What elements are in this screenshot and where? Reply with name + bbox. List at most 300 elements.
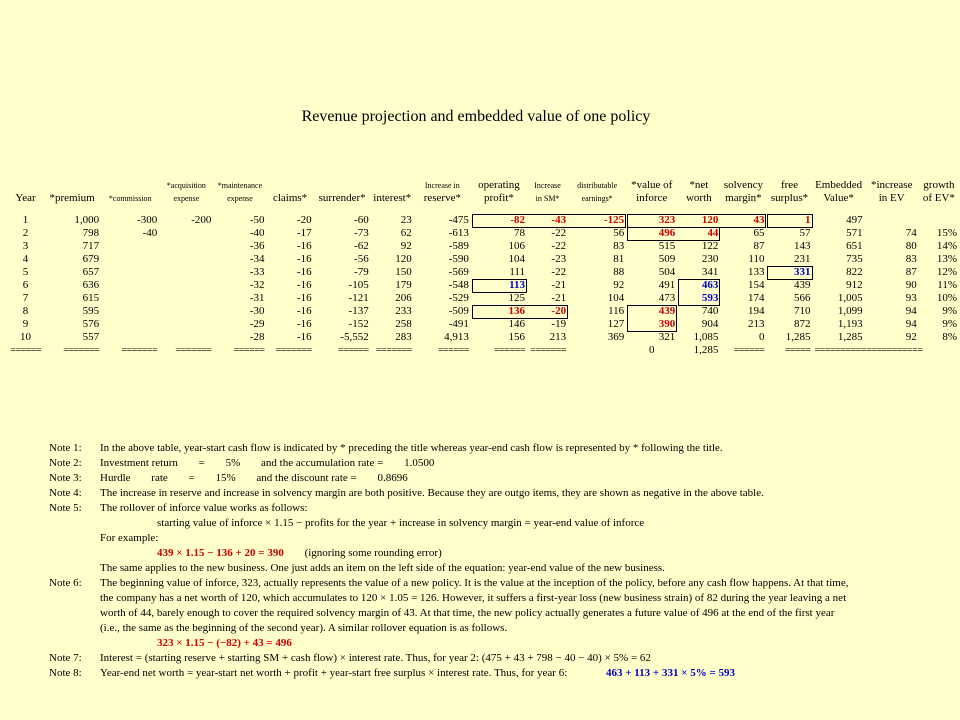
table-cell: ====== [233, 345, 265, 356]
table-cell: -16 [296, 240, 312, 252]
table-cell: 44 [707, 227, 719, 239]
table-cell: 8 [22, 305, 29, 317]
note-text: The rollover of inforce value works as follows: [100, 502, 308, 514]
column-header [213, 175, 266, 205]
note-5-formula: 439 × 1.15 − 136 + 20 = 390 [157, 547, 284, 559]
table-cell [101, 266, 159, 279]
note-label: Note 4: [49, 487, 82, 499]
note-label: Note 5: [49, 502, 82, 514]
table-cell: 1 [805, 214, 811, 226]
table-cell: 88 [613, 266, 625, 278]
table-cell: -590 [448, 253, 469, 265]
note-5-formula-line [49, 546, 954, 561]
note-text: Year-end net worth = year-start net worth + profit + year-start free surplus × interest rate. Thus, for year 6: [100, 667, 568, 679]
table-cell: 509 [658, 253, 676, 265]
table-cell: ====== [10, 345, 42, 356]
table-cell: -28 [249, 331, 265, 343]
table-cell: 65 [753, 227, 765, 239]
table-cell: 5 [22, 266, 29, 278]
table-cell: 904 [701, 318, 719, 330]
table-cell: -34 [249, 253, 265, 265]
note-5-example: For example: [100, 532, 159, 544]
table-cell: ======= [175, 345, 212, 356]
table-row [8, 305, 959, 318]
table-cell: 120 [395, 253, 412, 265]
table-cell: -40 [249, 227, 265, 239]
column-header-top [316, 179, 369, 192]
table-cell: 156 [508, 331, 525, 343]
table-cell [568, 357, 626, 370]
table-cell [101, 357, 159, 370]
table-cell: 496 [658, 227, 676, 239]
note-label: Note 1: [49, 442, 82, 454]
column-header-top [373, 179, 412, 192]
note-8 [49, 666, 954, 681]
column-header [766, 175, 812, 205]
table-cell: 111 [509, 266, 525, 278]
table-cell [766, 357, 812, 370]
table-cell [919, 357, 959, 370]
column-header-label: *commission [108, 194, 152, 203]
table-cell: -121 [348, 292, 369, 304]
table-header-row [8, 175, 959, 205]
table-cell: 206 [395, 292, 412, 304]
table-cell: -20 [551, 305, 567, 317]
table-cell: 390 [658, 318, 676, 330]
table-cell: 136 [508, 305, 525, 317]
table-cell: ====== [438, 345, 469, 356]
table-cell [720, 357, 766, 370]
table-cell: 1,285 [837, 331, 863, 343]
table-cell: 636 [82, 279, 100, 291]
table-cell: -475 [448, 214, 469, 226]
table-cell: 679 [82, 253, 100, 265]
table-cell: -300 [137, 214, 158, 226]
table-cell: 8% [942, 331, 957, 343]
note-6-line: (i.e., the same as the beginning of the second year). A similar rollover equation is as follows. [100, 622, 508, 634]
table-cell: 4 [22, 253, 29, 265]
table-cell: 657 [82, 266, 100, 278]
table-cell: 110 [748, 253, 765, 265]
column-header-top: distributable [577, 181, 618, 190]
table-cell: 133 [747, 266, 765, 278]
table-cell: ===================== [814, 345, 923, 356]
table-cell: 1,193 [837, 318, 863, 330]
table-cell [101, 292, 159, 305]
table-cell: 106 [508, 240, 525, 252]
note-text: The increase in reserve and increase in solvency margin are both positive. Because they are outgo items, they are shown as negative in the above table. [100, 487, 764, 499]
table-cell: 497 [846, 214, 863, 226]
column-header-top: Increase in [424, 181, 460, 190]
column-header [8, 175, 43, 205]
table-row [8, 227, 959, 240]
column-header [677, 175, 720, 205]
table-cell: -50 [249, 214, 265, 226]
table-cell: -16 [296, 266, 312, 278]
table-cell: 83 [905, 253, 917, 265]
table-cell: -569 [448, 266, 469, 278]
table-cell: 80 [905, 240, 917, 252]
note-6 [49, 576, 954, 591]
table-cell: -82 [510, 214, 525, 226]
table-cell: 6 [22, 279, 29, 291]
table-cell: 735 [846, 253, 863, 265]
table-cell: 717 [82, 240, 100, 252]
table-cell: 146 [508, 318, 525, 330]
table-cell: 154 [747, 279, 765, 291]
table-cell [159, 318, 213, 331]
column-header-top: solvency [723, 179, 763, 191]
note-6-line: worth of 44, barely enough to cover the required solvency margin of 43. At that time, the new policy actually generates a future value of 496 at the end of the first year [100, 607, 835, 619]
table-cell [865, 214, 919, 227]
column-header-label: margin* [725, 192, 762, 204]
table-cell: -105 [348, 279, 369, 291]
column-header-label: inforce [636, 192, 668, 204]
table-cell: 323 [658, 214, 676, 226]
notes-section [49, 441, 954, 681]
table-cell: -5,552 [340, 331, 369, 343]
table-cell: 651 [846, 240, 863, 252]
note-label: Note 6: [49, 577, 82, 589]
column-header [626, 175, 677, 205]
table-cell: 81 [613, 253, 625, 265]
column-header [267, 175, 314, 205]
table-cell: 1,005 [837, 292, 863, 304]
table-cell [626, 357, 677, 370]
column-header-label: in EV [878, 192, 905, 204]
table-cell: 120 [701, 214, 719, 226]
table-cell: ======= [375, 345, 412, 356]
table-cell: -60 [354, 214, 369, 226]
table-cell: 571 [846, 227, 863, 239]
table-cell: -200 [191, 214, 212, 226]
table-cell: 2 [22, 227, 29, 239]
table-cell [471, 357, 527, 370]
table-cell [8, 357, 43, 370]
table-row [8, 279, 959, 292]
column-header-label: claims* [272, 192, 308, 204]
table-cell [677, 357, 720, 370]
column-header-top: *net [689, 179, 709, 191]
table-cell: 566 [794, 292, 811, 304]
table-cell: ======= [63, 345, 100, 356]
column-header-label: surplus* [770, 192, 809, 204]
table-cell: 233 [395, 305, 412, 317]
table-cell: -62 [354, 240, 369, 252]
column-header-top: growth [923, 179, 955, 191]
table-cell: 912 [846, 279, 863, 291]
column-header [314, 175, 371, 205]
table-cell: -23 [551, 253, 567, 265]
projection-table [8, 175, 959, 370]
note-text: The beginning value of inforce, 323, actually represents the value of a new policy. It is the value at the inception of the policy, before any cash flow happens. At that time, [100, 577, 849, 589]
table-cell: 213 [747, 318, 765, 330]
table-cell: -22 [551, 266, 567, 278]
table-cell: 504 [658, 266, 676, 278]
column-header-top: *maintenance [217, 181, 263, 190]
table-cell: -43 [551, 214, 567, 226]
table-cell: 321 [658, 331, 676, 343]
table-cell: -589 [448, 240, 469, 252]
table-cell: ====== [494, 345, 525, 356]
table-cell: -22 [551, 240, 567, 252]
table-cell: 93 [905, 292, 917, 304]
table-cell: -491 [448, 318, 469, 330]
table-cell: 57 [799, 227, 811, 239]
table-cell: -20 [296, 214, 312, 226]
table-cell [101, 331, 159, 344]
table-cell [159, 292, 213, 305]
table-cell: 12% [936, 266, 957, 278]
table-cell: -29 [249, 318, 265, 330]
table-cell [865, 357, 919, 370]
note-8-formula: 463 + 113 + 331 × 5% = 593 [606, 667, 735, 679]
table-cell: 43 [753, 214, 765, 226]
table-cell: ====== [337, 345, 369, 356]
table-cell: 615 [82, 292, 100, 304]
table-cell: 1,085 [693, 331, 719, 343]
table-cell: 13% [936, 253, 957, 265]
column-header [43, 175, 101, 205]
column-header-label: Value* [823, 192, 854, 204]
column-header-top [103, 179, 157, 192]
note-5-equation: starting value of inforce × 1.15 − profits for the year + increase in solvency margin = year-end value of inforce [157, 517, 645, 529]
table-cell: 94 [905, 318, 917, 330]
table-row [8, 292, 959, 305]
table-cell: 491 [658, 279, 676, 291]
table-cell: 595 [82, 305, 100, 317]
table-cell: ======= [530, 345, 567, 356]
table-cell: -613 [448, 227, 469, 239]
note-4 [49, 486, 954, 501]
table-cell [101, 305, 159, 318]
table-cell: ===== [784, 345, 811, 356]
note-text: Interest = (starting reserve + starting SM + cash flow) × interest rate. Thus, for year 2: (475 + 43 + 798 − 40 − 40) × 5% = 62 [100, 652, 651, 664]
note-2 [49, 456, 954, 471]
table-cell: 1 [22, 214, 29, 226]
column-header-label: Year [15, 192, 36, 204]
note-5-formula-comment: (ignoring some rounding error) [304, 547, 442, 559]
table-cell: 341 [701, 266, 719, 278]
note-value: 0.8696 [377, 472, 408, 484]
table-cell: 23 [400, 214, 412, 226]
table-cell: 515 [658, 240, 676, 252]
table-cell: -17 [296, 227, 312, 239]
note-text: and the accumulation rate = [261, 457, 384, 469]
note-label: Note 2: [49, 457, 82, 469]
table-cell [159, 305, 213, 318]
column-header-top: Increase [534, 181, 561, 190]
table-cell: 150 [395, 266, 412, 278]
column-header-top: Embedded [815, 179, 863, 191]
table-cell: 369 [607, 331, 625, 343]
table-cell: ====== [733, 345, 765, 356]
note-text: In the above table, year-start cash flow is indicated by * preceding the title whereas year-end cash flow is represented by * following the title. [100, 442, 723, 454]
table-cell: 90 [905, 279, 917, 291]
table-cell: 798 [82, 227, 100, 239]
note-text: rate [151, 472, 168, 484]
table-cell: 439 [658, 305, 676, 317]
column-header [568, 175, 626, 205]
column-header [720, 175, 766, 205]
table-cell: 179 [395, 279, 412, 291]
table-cell: -73 [354, 227, 369, 239]
table-row [8, 318, 959, 331]
column-header-label: in SM* [535, 194, 560, 203]
table-cell: -16 [296, 318, 312, 330]
table-cell: -16 [296, 279, 312, 291]
table-cell: 104 [607, 292, 625, 304]
column-header-top: free [780, 179, 799, 191]
table-cell: -22 [551, 227, 567, 239]
note-5-extra: The same applies to the new business. One just adds an item on the left side of the equation: year-end value of the new business. [100, 562, 665, 574]
table-cell [43, 357, 101, 370]
note-3 [49, 471, 954, 486]
table-row [8, 331, 959, 344]
table-cell: 10 [20, 331, 32, 343]
note-label: Note 8: [49, 667, 82, 679]
table-cell: 92 [613, 279, 625, 291]
column-header-label: profit* [483, 192, 514, 204]
page-title: Revenue projection and embedded value of one policy [301, 108, 651, 125]
note-text: Investment return [100, 457, 178, 469]
table-cell: ======= [121, 345, 158, 356]
column-header [371, 175, 414, 205]
table-cell: 473 [658, 292, 676, 304]
table-cell: 83 [613, 240, 625, 252]
table-cell: -33 [249, 266, 265, 278]
table-cell: 331 [794, 266, 811, 278]
table-cell: -31 [249, 292, 265, 304]
column-header [159, 175, 213, 205]
table-cell: 1,099 [837, 305, 863, 317]
table-row [8, 266, 959, 279]
table-cell [159, 253, 213, 266]
table-cell: -16 [296, 331, 312, 343]
table-cell: -21 [551, 292, 567, 304]
table-cell: -125 [604, 214, 625, 226]
table-footer-rule [8, 344, 959, 357]
table-cell: 4,913 [444, 331, 469, 343]
table-cell: 174 [747, 292, 765, 304]
table-cell: -30 [249, 305, 265, 317]
note-text: = [198, 457, 205, 469]
column-header [813, 175, 865, 205]
column-header [471, 175, 527, 205]
note-label: Note 3: [49, 472, 82, 484]
table-cell [159, 266, 213, 279]
table-cell [159, 240, 213, 253]
column-header-top: *acquisition [166, 181, 206, 190]
table-cell [159, 227, 213, 240]
table-cell: 0 [648, 344, 655, 356]
note-6-line: the company has a net worth of 120, which accumulates to 120 × 1.05 = 126. However, it suffers a first-year loss (new business strain) of 82 during the year leaving a net [100, 592, 847, 604]
table-cell: -548 [448, 279, 469, 291]
table-cell [101, 279, 159, 292]
table-cell: -137 [348, 305, 369, 317]
table-cell [371, 357, 414, 370]
table-cell: 576 [82, 318, 100, 330]
table-cell: 7 [22, 292, 29, 304]
table-cell: 92 [400, 240, 412, 252]
column-header-top: operating [478, 179, 520, 191]
column-header [414, 175, 471, 205]
table-cell: 230 [701, 253, 719, 265]
table-cell: 557 [82, 331, 100, 343]
column-header [527, 175, 568, 205]
table-cell [159, 331, 213, 344]
table-cell: -152 [348, 318, 369, 330]
table-cell: 87 [753, 240, 765, 252]
note-text: = [188, 472, 195, 484]
table-cell: 0 [758, 331, 765, 343]
table-cell: 231 [794, 253, 811, 265]
table-cell: 213 [549, 331, 567, 343]
table-cell: -16 [296, 253, 312, 265]
column-header-top: *increase [870, 179, 913, 191]
table-cell: 78 [514, 227, 525, 239]
table-cell: 740 [701, 305, 719, 317]
column-header [919, 175, 959, 205]
column-header [865, 175, 919, 205]
table-cell: 872 [794, 318, 811, 330]
note-value: 15% [215, 472, 236, 484]
column-header-label: interest* [373, 192, 412, 204]
table-row [8, 253, 959, 266]
table-row [8, 214, 959, 227]
table-cell: 125 [508, 292, 525, 304]
table-cell: -56 [354, 253, 369, 265]
table-cell: 11% [937, 279, 957, 291]
table-cell: 122 [701, 240, 719, 252]
table-cell: 1,285 [693, 344, 719, 356]
column-header-top [269, 179, 312, 192]
column-header-label: expense [173, 194, 200, 203]
table-cell [213, 357, 266, 370]
note-value: 5% [225, 457, 241, 469]
column-header-top: *value of [631, 179, 673, 191]
table-cell: 593 [701, 292, 719, 304]
table-cell: 14% [936, 240, 957, 252]
table-cell [101, 240, 159, 253]
column-header-label: *premium [49, 192, 95, 204]
table-cell: 94 [905, 305, 917, 317]
table-cell: 104 [508, 253, 525, 265]
table-cell: 10% [936, 292, 957, 304]
table-cell: -509 [448, 305, 469, 317]
column-header-label: of EV* [922, 192, 955, 204]
table-cell: 710 [794, 305, 811, 317]
table-cell: 258 [395, 318, 412, 330]
table-cell: 3 [22, 240, 29, 252]
note-label: Note 7: [49, 652, 82, 664]
table-footer-row [8, 357, 959, 370]
table-cell: 87 [905, 266, 917, 278]
table-cell: 116 [608, 305, 625, 317]
table-cell: 92 [905, 331, 917, 343]
table-cell [919, 214, 959, 227]
table-cell [159, 357, 213, 370]
table-cell: 113 [509, 279, 525, 291]
table-cell [159, 279, 213, 292]
table-cell: 127 [607, 318, 625, 330]
table-cell: 283 [395, 331, 412, 343]
table-cell: 1,000 [74, 214, 100, 226]
note-text: Hurdle [100, 472, 131, 484]
note-6-formula-line [49, 636, 954, 651]
table-cell: 74 [905, 227, 917, 239]
table-cell: ======= [275, 345, 312, 356]
